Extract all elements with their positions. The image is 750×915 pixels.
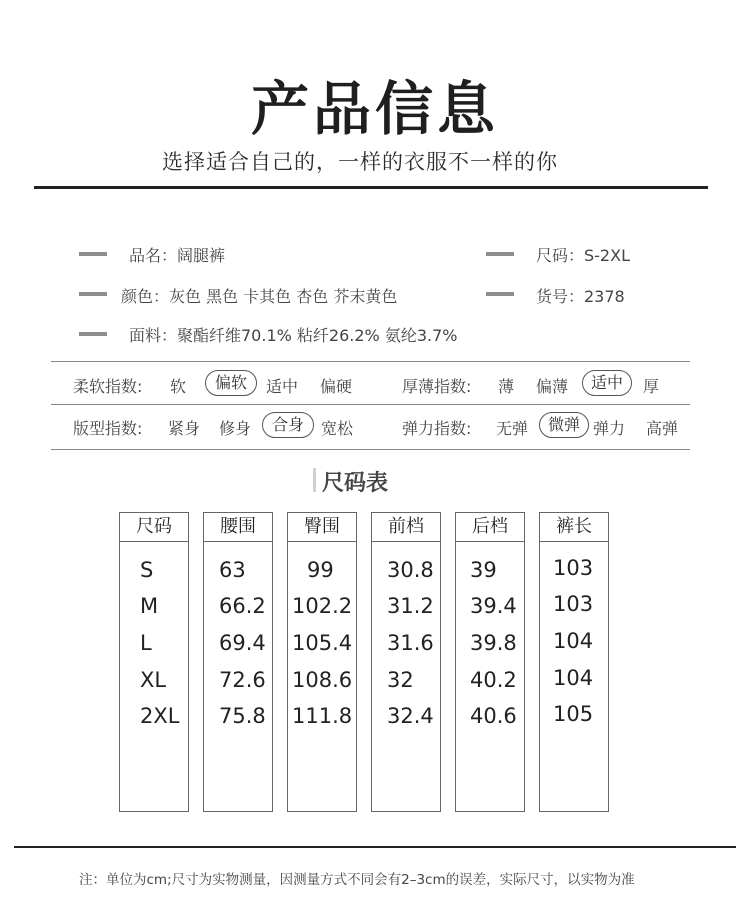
measurement-note: 注：单位为cm;尺寸为实物测量，因测量方式不同会有2–3cm的误差，实际尺寸，以实物为准: [79, 872, 635, 888]
waist-column: [203, 512, 273, 812]
thickness-option: 偏薄: [536, 377, 569, 396]
softness-option: 偏硬: [320, 377, 353, 396]
elasticity-option: 弹力: [593, 419, 626, 438]
index-divider: [51, 449, 690, 450]
softness-option: 适中: [266, 377, 299, 396]
table-cell: 31.6: [387, 631, 434, 655]
table-cell: 2XL: [140, 704, 180, 728]
table-cell: 105: [553, 702, 594, 726]
table-cell: 31.2: [387, 594, 434, 618]
table-cell: 40.2: [470, 668, 517, 692]
elasticity-label: 弹力指数:: [402, 419, 472, 438]
product-item-number: 货号：2378: [536, 287, 625, 306]
elasticity-option: 无弹: [496, 419, 529, 438]
table-cell: 39: [470, 558, 497, 582]
table-cell: XL: [140, 668, 167, 692]
product-fabric: 面料：聚酯纤维70.1% 粘纤26.2% 氨纶3.7%: [129, 326, 458, 345]
table-cell: 63: [219, 558, 246, 582]
table-cell: 105.4: [292, 631, 353, 655]
page-title: 产品信息: [250, 75, 499, 143]
table-cell: 72.6: [219, 668, 266, 692]
table-cell: 99: [307, 558, 334, 582]
page-subtitle: 选择适合自己的，一样的衣服不一样的你: [162, 150, 558, 174]
fit-label: 版型指数:: [73, 419, 143, 438]
column-header: 尺码: [120, 513, 188, 542]
fit-option-selected: 合身: [262, 412, 314, 438]
table-cell: 103: [553, 592, 594, 616]
thickness-label: 厚薄指数:: [402, 377, 472, 396]
product-name: 品名：阔腿裤: [129, 246, 226, 265]
thickness-option: 薄: [498, 377, 515, 396]
column-header: 裤长: [540, 513, 608, 542]
table-cell: 39.4: [470, 594, 517, 618]
product-colors: 颜色：灰色 黑色 卡其色 杏色 芥末黄色: [121, 287, 398, 306]
index-divider: [51, 361, 690, 362]
table-cell: 75.8: [219, 704, 266, 728]
bullet-dash-icon: [486, 292, 514, 296]
index-divider: [51, 404, 690, 405]
bullet-dash-icon: [79, 252, 107, 256]
softness-label: 柔软指数:: [73, 377, 143, 396]
front-rise-column: [371, 512, 441, 812]
column-header: 臀围: [288, 513, 356, 542]
fit-option: 紧身: [168, 419, 201, 438]
bullet-dash-icon: [79, 292, 107, 296]
table-cell: 108.6: [292, 668, 353, 692]
column-header: 前档: [372, 513, 440, 542]
table-cell: 32: [387, 668, 414, 692]
softness-option-selected: 偏软: [205, 370, 257, 396]
product-size-range: 尺码：S-2XL: [536, 246, 630, 265]
footer-divider: [14, 846, 736, 848]
elasticity-option: 高弹: [646, 419, 679, 438]
section-accent-bar: [313, 468, 316, 492]
table-cell: 32.4: [387, 704, 434, 728]
table-cell: S: [140, 558, 154, 582]
table-cell: 103: [553, 556, 594, 580]
elasticity-option-selected: 微弹: [539, 412, 589, 438]
table-cell: 66.2: [219, 594, 266, 618]
size-chart-title: 尺码表: [322, 471, 389, 496]
table-cell: M: [140, 594, 159, 618]
table-cell: 104: [553, 629, 594, 653]
hip-column: [287, 512, 357, 812]
size-column: [119, 512, 189, 812]
table-cell: 69.4: [219, 631, 266, 655]
bullet-dash-icon: [486, 252, 514, 256]
table-cell: 30.8: [387, 558, 434, 582]
table-cell: 39.8: [470, 631, 517, 655]
column-header: 腰围: [204, 513, 272, 542]
table-cell: 111.8: [292, 704, 353, 728]
thickness-option: 厚: [643, 377, 660, 396]
back-rise-column: [455, 512, 525, 812]
fit-option: 宽松: [321, 419, 354, 438]
table-cell: 102.2: [292, 594, 353, 618]
table-cell: L: [140, 631, 152, 655]
header-divider: [34, 186, 708, 189]
thickness-option-selected: 适中: [582, 370, 632, 396]
column-header: 后档: [456, 513, 524, 542]
table-cell: 104: [553, 666, 594, 690]
softness-option: 软: [170, 377, 187, 396]
bullet-dash-icon: [79, 332, 107, 336]
table-cell: 40.6: [470, 704, 517, 728]
fit-option: 修身: [219, 419, 252, 438]
